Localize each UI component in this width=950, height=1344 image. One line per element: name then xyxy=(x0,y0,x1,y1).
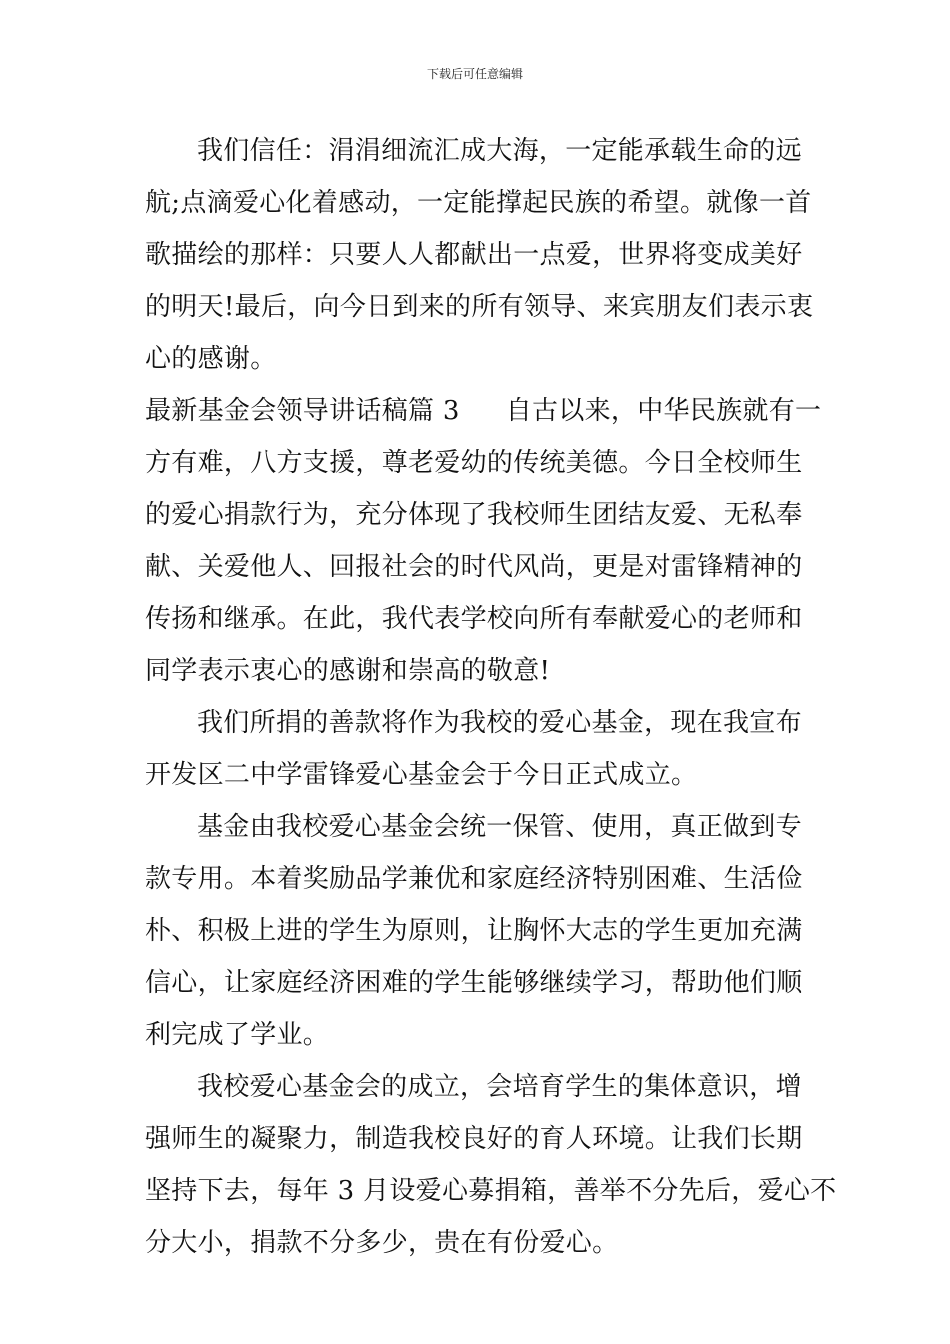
text-line: 的明天!最后，向今日到来的所有领导、来宾朋友们表示衷 xyxy=(145,292,814,322)
paragraph xyxy=(145,1061,837,1269)
text-line: 坚持下去，每年 3 月设爱心募捐箱，善举不分先后，爱心不 xyxy=(145,1176,837,1206)
text-line: 我们信任：涓涓细流汇成大海，一定能承载生命的远 xyxy=(197,136,802,166)
text-line: 献、关爱他人、回报社会的时代风尚，更是对雷锋精神的 xyxy=(145,552,803,582)
text-line: 同学表示衷心的感谢和崇高的敬意! xyxy=(145,656,551,686)
text-line: 款专用。本着奖励品学兼优和家庭经济特别困难、生活俭 xyxy=(145,864,803,894)
text-line: 自古以来，中华民族就有一 xyxy=(505,396,822,426)
text-line: 方有难，八方支援，尊老爱幼的传统美德。今日全校师生 xyxy=(145,448,803,478)
text-line: 分大小，捐款不分多少，贵在有份爱心。 xyxy=(145,1228,619,1258)
text-line: 强师生的凝聚力，制造我校良好的育人环境。让我们长期 xyxy=(145,1124,803,1154)
text-line: 朴、积极上进的学生为原则，让胸怀大志的学生更加充满 xyxy=(145,916,803,946)
text-line: 传扬和继承。在此，我代表学校向所有奉献爱心的老师和 xyxy=(145,604,803,634)
text-line: 我们所捐的善款将作为我校的爱心基金，现在我宣布 xyxy=(197,708,802,738)
paragraph xyxy=(145,801,810,1061)
text-line: 利完成了学业。 xyxy=(145,1020,330,1050)
text-line: 信心，让家庭经济困难的学生能够继续学习，帮助他们顺 xyxy=(145,968,803,998)
text-line: 航;点滴爱心化着感动，一定能撑起民族的希望。就像一首 xyxy=(145,188,812,218)
text-line: 基金由我校爱心基金会统一保管、使用，真正做到专 xyxy=(197,812,802,842)
text-line: 我校爱心基金会的成立，会培育学生的集体意识，增 xyxy=(197,1072,802,1102)
page-header: 下载后可任意编辑 xyxy=(426,67,523,81)
text-line: 的爱心捐款行为，充分体现了我校师生团结友爱、无私奉 xyxy=(145,500,803,530)
text-line: 心的感谢。 xyxy=(145,344,277,374)
text-line: 歌描绘的那样：只要人人都献出一点爱，世界将变成美好 xyxy=(145,240,803,270)
document-body xyxy=(145,125,837,1269)
paragraph xyxy=(145,125,814,385)
paragraph xyxy=(145,385,822,697)
section-title: 最新基金会领导讲话稿篇 3 xyxy=(145,396,460,426)
text-line-with-title xyxy=(145,385,822,437)
text-line: 开发区二中学雷锋爱心基金会于今日正式成立。 xyxy=(145,760,698,790)
paragraph xyxy=(145,697,810,801)
